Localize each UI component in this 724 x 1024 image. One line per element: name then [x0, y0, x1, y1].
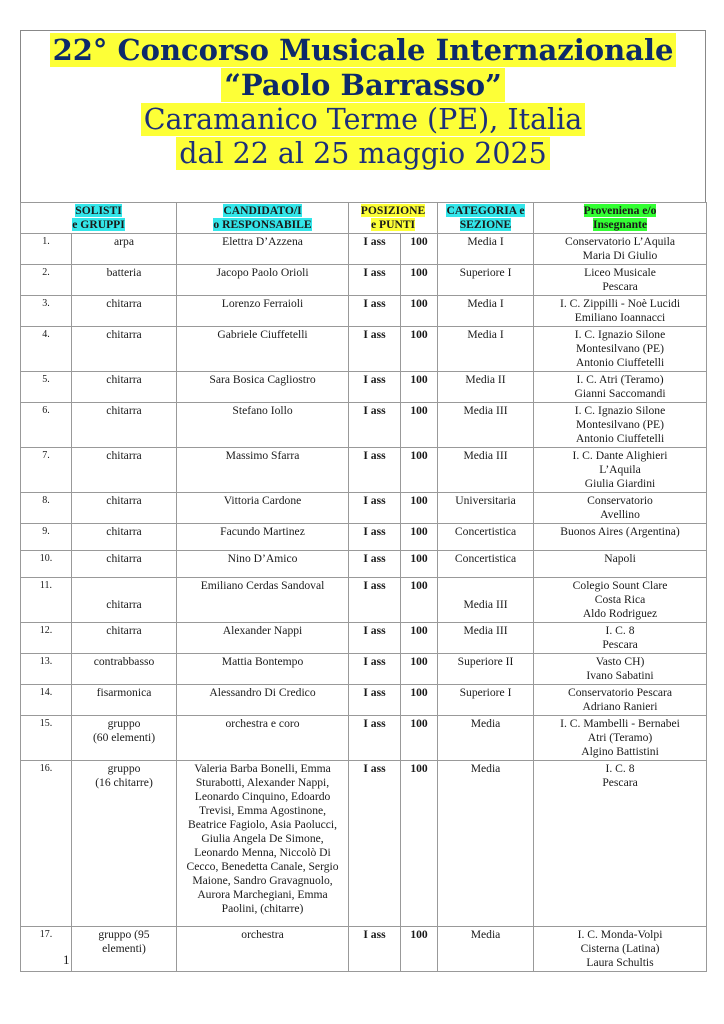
row-points: 100	[401, 623, 438, 654]
row-category: Media I	[438, 327, 534, 372]
row-instrument: gruppo (95 elementi)	[72, 927, 177, 972]
row-number: 14.	[21, 685, 72, 716]
row-position: I ass	[349, 296, 401, 327]
row-number: 2.	[21, 265, 72, 296]
row-candidate: Alexander Nappi	[177, 623, 349, 654]
row-origin: I. C. 8 Pescara	[534, 761, 707, 927]
row-position: I ass	[349, 761, 401, 927]
row-instrument: chitarra	[72, 524, 177, 551]
row-origin: Buonos Aires (Argentina)	[534, 524, 707, 551]
row-number: 1.	[21, 234, 72, 265]
row-position: I ass	[349, 685, 401, 716]
row-points: 100	[401, 493, 438, 524]
table-row	[21, 551, 707, 578]
row-category: Media	[438, 927, 534, 972]
row-origin: Napoli	[534, 551, 707, 578]
row-number: 15.	[21, 716, 72, 761]
row-points: 100	[401, 448, 438, 493]
row-number: 9.	[21, 524, 72, 551]
header-position-2: e PUNTI	[370, 218, 416, 231]
row-position: I ass	[349, 403, 401, 448]
row-position: I ass	[349, 448, 401, 493]
row-points: 100	[401, 234, 438, 265]
row-position: I ass	[349, 578, 401, 623]
row-category: Media I	[438, 234, 534, 265]
row-instrument: chitarra	[72, 327, 177, 372]
header-origin-1: Proveniena e/o	[583, 204, 657, 217]
header-origin-2: Insegnante	[592, 218, 648, 231]
title-line-4	[21, 136, 705, 170]
table-row	[21, 524, 707, 551]
row-number: 13.	[21, 654, 72, 685]
row-candidate: Nino D’Amico	[177, 551, 349, 578]
row-candidate: Vittoria Cardone	[177, 493, 349, 524]
row-instrument: chitarra	[72, 403, 177, 448]
row-points: 100	[401, 578, 438, 623]
row-points: 100	[401, 654, 438, 685]
row-position: I ass	[349, 327, 401, 372]
row-instrument: chitarra	[72, 296, 177, 327]
row-candidate: Jacopo Paolo Orioli	[177, 265, 349, 296]
row-candidate: Emiliano Cerdas Sandoval	[177, 578, 349, 623]
row-category: Media III	[438, 578, 534, 623]
table-row	[21, 927, 707, 972]
row-origin: I. C. Dante Alighieri L’Aquila Giulia Giardini	[534, 448, 707, 493]
row-origin: I. C. Ignazio Silone Montesilvano (PE) Antonio Ciuffetelli	[534, 327, 707, 372]
row-instrument: gruppo (60 elementi)	[72, 716, 177, 761]
row-number: 5.	[21, 372, 72, 403]
row-origin: I. C. Zippilli - Noè Lucidi Emiliano Ioannacci	[534, 296, 707, 327]
row-points: 100	[401, 551, 438, 578]
row-origin: I. C. Mambelli - Bernabei Atri (Teramo) Algino Battistini	[534, 716, 707, 761]
table-row	[21, 761, 707, 927]
row-position: I ass	[349, 265, 401, 296]
header-soloists-2: e GRUPPI	[72, 218, 125, 231]
row-category: Superiore II	[438, 654, 534, 685]
row-points: 100	[401, 296, 438, 327]
row-position: I ass	[349, 234, 401, 265]
row-category: Universitaria	[438, 493, 534, 524]
table-row	[21, 654, 707, 685]
row-origin: Colegio Sount Clare Costa Rica Aldo Rodriguez	[534, 578, 707, 623]
row-candidate: Sara Bosica Cagliostro	[177, 372, 349, 403]
row-category: Media I	[438, 296, 534, 327]
row-instrument: chitarra	[72, 623, 177, 654]
header-soloists	[21, 203, 177, 234]
table-row	[21, 296, 707, 327]
row-category: Superiore I	[438, 265, 534, 296]
row-instrument: chitarra	[72, 551, 177, 578]
header-position	[349, 203, 438, 234]
row-points: 100	[401, 761, 438, 927]
row-origin: Conservatorio L’Aquila Maria Di Giulio	[534, 234, 707, 265]
title-line-1	[21, 33, 705, 67]
row-position: I ass	[349, 623, 401, 654]
header-candidate	[177, 203, 349, 234]
row-candidate: Alessandro Di Credico	[177, 685, 349, 716]
header-position-1: POSIZIONE	[360, 204, 426, 217]
row-instrument: chitarra	[72, 448, 177, 493]
row-category: Superiore I	[438, 685, 534, 716]
row-position: I ass	[349, 927, 401, 972]
table-row	[21, 685, 707, 716]
row-instrument: batteria	[72, 265, 177, 296]
row-origin: Conservatorio Avellino	[534, 493, 707, 524]
results-body	[21, 234, 707, 972]
row-origin: I. C. Atri (Teramo) Gianni Saccomandi	[534, 372, 707, 403]
row-instrument: chitarra	[72, 578, 177, 623]
row-category: Concertistica	[438, 551, 534, 578]
table-row	[21, 265, 707, 296]
title-text-1: 22° Concorso Musicale Internazionale	[50, 33, 677, 67]
row-number: 3.	[21, 296, 72, 327]
row-points: 100	[401, 372, 438, 403]
title-text-4: dal 22 al 25 maggio 2025	[176, 137, 550, 170]
header-candidate-2: o RESPONSABILE	[213, 218, 312, 231]
row-instrument: chitarra	[72, 372, 177, 403]
row-origin: I. C. Ignazio Silone Montesilvano (PE) Antonio Ciuffetelli	[534, 403, 707, 448]
table-row	[21, 234, 707, 265]
row-instrument: arpa	[72, 234, 177, 265]
row-category: Media III	[438, 623, 534, 654]
header-category-1: CATEGORIA e	[446, 204, 525, 217]
row-candidate: Valeria Barba Bonelli, Emma Sturabotti, Alexander Nappi, Leonardo Cinquino, Edoardo Trevisi, Emma Agostinone, Beatrice Fagiolo, Asia Paolucci, Giulia Angela De Simone, Leonardo Menna, Niccolò Di Cecco, Benedetta Canale, Sergio Maione, Sandro Gravagnuolo, Aurora Marchegiani, Emma Paolini, (chitarre)	[177, 761, 349, 927]
row-number: 16.	[21, 761, 72, 927]
row-category: Media	[438, 716, 534, 761]
row-category: Concertistica	[438, 524, 534, 551]
row-points: 100	[401, 327, 438, 372]
row-candidate: Lorenzo Ferraioli	[177, 296, 349, 327]
row-candidate: Mattia Bontempo	[177, 654, 349, 685]
row-points: 100	[401, 403, 438, 448]
row-instrument: fisarmonica	[72, 685, 177, 716]
header-row	[21, 203, 707, 234]
row-candidate: Elettra D’Azzena	[177, 234, 349, 265]
results-table	[20, 202, 707, 972]
row-category: Media	[438, 761, 534, 927]
page-number: 1	[63, 952, 70, 967]
row-origin: Vasto CH) Ivano Sabatini	[534, 654, 707, 685]
title-line-2	[21, 68, 705, 102]
row-origin: Liceo Musicale Pescara	[534, 265, 707, 296]
row-position: I ass	[349, 372, 401, 403]
row-candidate: Massimo Sfarra	[177, 448, 349, 493]
row-number: 6.	[21, 403, 72, 448]
row-position: I ass	[349, 551, 401, 578]
row-position: I ass	[349, 493, 401, 524]
table-row	[21, 578, 707, 623]
row-number: 4.	[21, 327, 72, 372]
row-category: Media II	[438, 372, 534, 403]
title-text-2: “Paolo Barrasso”	[221, 68, 505, 102]
header-soloists-1: SOLISTI	[75, 204, 122, 217]
header-origin	[534, 203, 707, 234]
row-origin: I. C. Monda-Volpi Cisterna (Latina) Laura Schultis	[534, 927, 707, 972]
title-text-3: Caramanico Terme (PE), Italia	[141, 103, 586, 136]
row-number: 11.	[21, 578, 72, 623]
header-category-2: SEZIONE	[459, 218, 512, 231]
row-points: 100	[401, 685, 438, 716]
row-candidate: Stefano Iollo	[177, 403, 349, 448]
title-line-3	[21, 103, 705, 136]
row-number: 7.	[21, 448, 72, 493]
row-candidate: orchestra e coro	[177, 716, 349, 761]
row-candidate: Gabriele Ciuffetelli	[177, 327, 349, 372]
row-points: 100	[401, 927, 438, 972]
row-instrument: contrabbasso	[72, 654, 177, 685]
row-origin: Conservatorio Pescara Adriano Ranieri	[534, 685, 707, 716]
table-row	[21, 372, 707, 403]
row-points: 100	[401, 524, 438, 551]
table-row	[21, 623, 707, 654]
table-row	[21, 448, 707, 493]
table-row	[21, 493, 707, 524]
row-candidate: orchestra	[177, 927, 349, 972]
row-position: I ass	[349, 524, 401, 551]
row-position: I ass	[349, 654, 401, 685]
header-category	[438, 203, 534, 234]
row-number: 8.	[21, 493, 72, 524]
row-points: 100	[401, 716, 438, 761]
table-row	[21, 327, 707, 372]
row-instrument: chitarra	[72, 493, 177, 524]
row-points: 100	[401, 265, 438, 296]
row-number: 17.	[21, 927, 72, 972]
title-box	[20, 30, 706, 202]
row-instrument: gruppo (16 chitarre)	[72, 761, 177, 927]
row-category: Media III	[438, 448, 534, 493]
header-candidate-1: CANDIDATO/I	[223, 204, 302, 217]
table-row	[21, 403, 707, 448]
row-number: 12.	[21, 623, 72, 654]
row-number: 10.	[21, 551, 72, 578]
row-position: I ass	[349, 716, 401, 761]
row-candidate: Facundo Martinez	[177, 524, 349, 551]
row-category: Media III	[438, 403, 534, 448]
row-origin: I. C. 8 Pescara	[534, 623, 707, 654]
table-row	[21, 716, 707, 761]
